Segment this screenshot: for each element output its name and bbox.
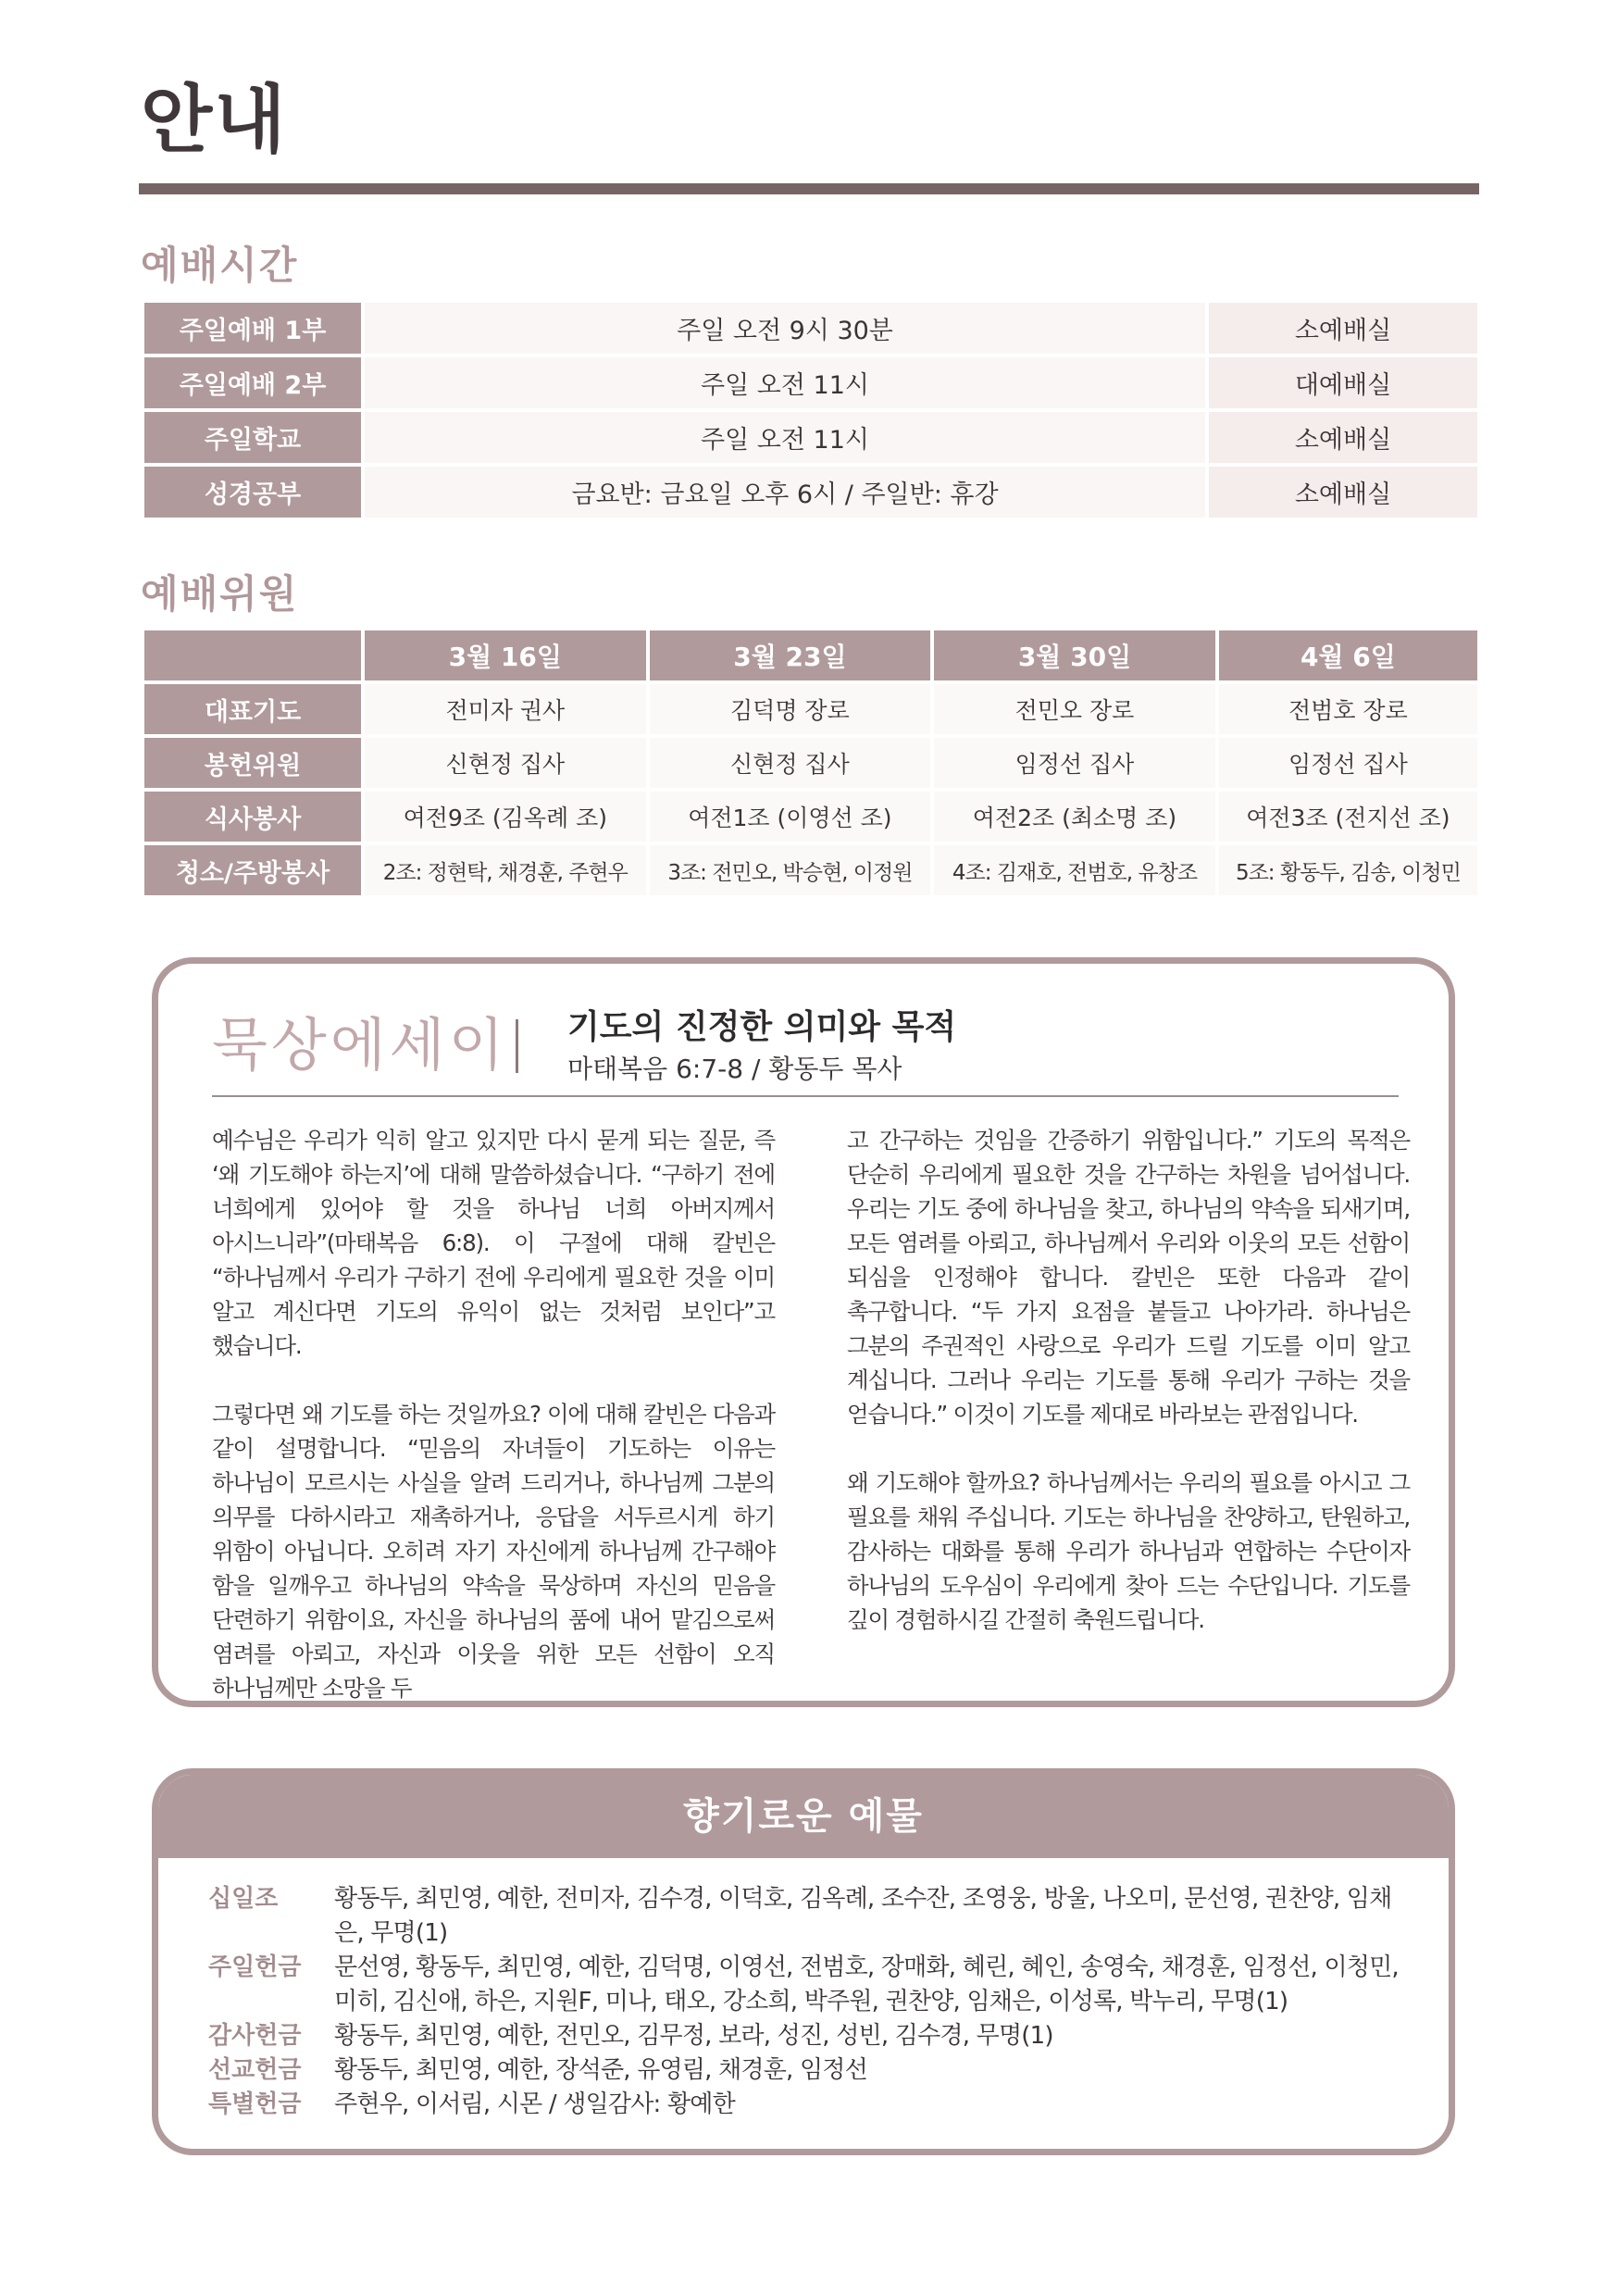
table-row xyxy=(144,412,1477,463)
table-cell: 여전3조 (전지선 조) xyxy=(1219,792,1477,842)
essay-brand: 묵상에세이 xyxy=(212,1011,508,1079)
service-place: 대예배실 xyxy=(1209,357,1477,408)
table-row xyxy=(144,357,1477,408)
offering-label: 특별헌금 xyxy=(208,2090,302,2118)
table-cell: 2조: 정현탁, 채경훈, 주현우 xyxy=(365,845,646,895)
essay-subtitle: 마태복음 6:7-8 / 황동두 목사 xyxy=(567,1054,902,1084)
offering-names: 주현우, 이서림, 시몬 / 생일감사: 황예한 xyxy=(334,2090,735,2118)
offering-label: 감사헌금 xyxy=(208,2022,302,2050)
table-row xyxy=(144,738,1477,788)
offerings-heading: 향기로운 예물 xyxy=(158,1775,1449,1858)
table-cell: 임정선 집사 xyxy=(1219,738,1477,788)
table-cell: 전미자 권사 xyxy=(365,684,646,734)
service-time: 주일 오전 11시 xyxy=(365,357,1205,408)
service-name: 주일학교 xyxy=(144,412,361,463)
table-cell: 김덕명 장로 xyxy=(650,684,931,734)
title-divider xyxy=(139,183,1479,194)
essay-paragraph: 그렇다면 왜 기도를 하는 것일까요? 이에 대해 칼빈은 다음과 같이 설명합니다. “믿음의 자녀들이 기도하는 이유는 하나님이 모르시는 사실을 알려 드리거나, 하나님께 그분의 의무를 다하시라고 재촉하거나, 응답을 서두르시게 하기 위함이 아닙니다. 오히려 자기 자신에게 하나님께 간구해야 함을 일깨우고 하나님의 약속을 묵상하며 자신의 믿음을 단련하기 위함이요, 자신을 하나님의 품에 내어 맡김으로써 염려를 아뢰고, 자신과 이웃을 위한 모든 선함이 오직 하나님께만 소망을 두 xyxy=(212,1401,775,1702)
date-header: 3월 30일 xyxy=(934,630,1215,680)
service-time: 주일 오전 9시 30분 xyxy=(365,303,1205,354)
essay-rule xyxy=(212,1095,1399,1097)
offering-label: 선교헌금 xyxy=(208,2056,302,2084)
table-cell: 여전2조 (최소명 조) xyxy=(934,792,1215,842)
date-header: 3월 16일 xyxy=(365,630,646,680)
offering-row xyxy=(208,2088,1412,2122)
offering-names: 문선영, 황동두, 최민영, 예한, 김덕명, 이영선, 전범호, 장매화, 혜린, 혜인, 송영숙, 채경훈, 임정선, 이청민, 미히, 김신애, 하은, 지원F, 미나, 태오, 강소희, 박주원, 권찬양, 임채은, 이성록, 박누리, 무명(1) xyxy=(334,1953,1399,2015)
table-row xyxy=(144,845,1477,895)
service-time: 주일 오전 11시 xyxy=(365,412,1205,463)
table-row xyxy=(144,684,1477,734)
role-label: 청소/주방봉사 xyxy=(144,845,361,895)
table-cell: 여전9조 (김옥례 조) xyxy=(365,792,646,842)
worship-committee-heading: 예배위원 xyxy=(141,571,299,617)
table-row xyxy=(144,303,1477,354)
service-name: 주일예배 2부 xyxy=(144,357,361,408)
table-cell: 임정선 집사 xyxy=(934,738,1215,788)
date-header: 4월 6일 xyxy=(1219,630,1477,680)
table-cell: 4조: 김재호, 전범호, 유창조 xyxy=(934,845,1215,895)
offerings-list xyxy=(208,1882,1412,2122)
offering-names: 황동두, 최민영, 예한, 전민오, 김무정, 보라, 성진, 성빈, 김수경, 무명(1) xyxy=(334,2022,1053,2050)
offering-row xyxy=(208,2053,1412,2088)
role-label: 대표기도 xyxy=(144,684,361,734)
offering-row xyxy=(208,1951,1412,2019)
offering-label: 십일조 xyxy=(208,1885,279,1913)
table-cell: 전민오 장로 xyxy=(934,684,1215,734)
service-name: 주일예배 1부 xyxy=(144,303,361,354)
offerings-box xyxy=(152,1768,1455,2155)
service-name: 성경공부 xyxy=(144,467,361,518)
role-label: 식사봉사 xyxy=(144,792,361,842)
service-place: 소예배실 xyxy=(1209,467,1477,518)
table-row xyxy=(144,467,1477,518)
table-row xyxy=(144,792,1477,842)
offering-names: 황동두, 최민영, 예한, 전미자, 김수경, 이덕호, 김옥례, 조수잔, 조영웅, 방울, 나오미, 문선영, 권찬양, 임채은, 무명(1) xyxy=(334,1885,1392,1947)
table-cell: 신현정 집사 xyxy=(650,738,931,788)
table-cell: 여전1조 (이영선 조) xyxy=(650,792,931,842)
offering-row xyxy=(208,2019,1412,2053)
essay-column-left xyxy=(212,1123,775,1740)
date-header: 3월 23일 xyxy=(650,630,931,680)
essay-paragraph: 예수님은 우리가 익히 알고 있지만 다시 묻게 되는 질문, 즉 ‘왜 기도해야 하는지’에 대해 말씀하셨습니다. “구하기 전에 너희에게 있어야 할 것을 하나님 너희 아버지께서 아시느니라”(마태복음 6:8). 이 구절에 대해 칼빈은 “하나님께서 우리가 구하기 전에 우리에게 필요한 것을 이미 알고 계신다면 기도의 유익이 없는 것처럼 보인다”고 했습니다. xyxy=(212,1127,775,1359)
table-cell: 5조: 황동두, 김송, 이청민 xyxy=(1219,845,1477,895)
essay-column-right xyxy=(847,1123,1410,1671)
role-label: 봉헌위원 xyxy=(144,738,361,788)
table-cell: 전범호 장로 xyxy=(1219,684,1477,734)
worship-committee-table xyxy=(141,627,1481,899)
essay-title: 기도의 진정한 의미와 목적 xyxy=(567,1008,957,1046)
table-cell: 3조: 전민오, 박승현, 이정원 xyxy=(650,845,931,895)
offering-row xyxy=(208,1882,1412,1951)
worship-times-table xyxy=(141,299,1481,521)
service-place: 소예배실 xyxy=(1209,303,1477,354)
offering-label: 주일헌금 xyxy=(208,1953,302,1981)
essay-paragraph: 고 간구하는 것임을 간증하기 위함입니다.” 기도의 목적은 단순히 우리에게 필요한 것을 간구하는 차원을 넘어섭니다. 우리는 기도 중에 하나님을 찾고, 하나님의 약속을 되새기며, 모든 염려를 아뢰고, 하나님께서 우리와 이웃의 모든 선함이 되심을 인정해야 합니다. 칼빈은 또한 다음과 같이 촉구합니다. “두 가지 요점을 붙들고 나아가라. 하나님은 그분의 주권적인 사랑으로 우리가 드릴 기도를 이미 알고 계십니다. 그러나 우리는 기도를 통해 우리가 구하는 것을 얻습니다.” 이것이 기도를 제대로 바라보는 관점입니다. xyxy=(847,1127,1410,1428)
essay-divider xyxy=(516,1019,518,1073)
worship-times-heading: 예배시간 xyxy=(141,243,299,288)
header-corner xyxy=(144,630,361,680)
table-header-row xyxy=(144,630,1477,680)
meditation-essay-box xyxy=(152,957,1455,1707)
essay-paragraph: 왜 기도해야 할까요? 하나님께서는 우리의 필요를 아시고 그 필요를 채워 주십니다. 기도는 하나님을 찬양하고, 탄원하고, 감사하는 대화를 통해 우리가 하나님과 연합하는 수단이자 하나님의 도우심이 우리에게 찾아 드는 수단입니다. 기도를 깊이 경험하시길 간절히 축원드립니다. xyxy=(847,1469,1410,1633)
offering-names: 황동두, 최민영, 예한, 장석준, 유영림, 채경훈, 임정선 xyxy=(334,2056,867,2084)
page-title: 안내 xyxy=(141,77,288,163)
table-cell: 신현정 집사 xyxy=(365,738,646,788)
service-time: 금요반: 금요일 오후 6시 / 주일반: 휴강 xyxy=(365,467,1205,518)
service-place: 소예배실 xyxy=(1209,412,1477,463)
